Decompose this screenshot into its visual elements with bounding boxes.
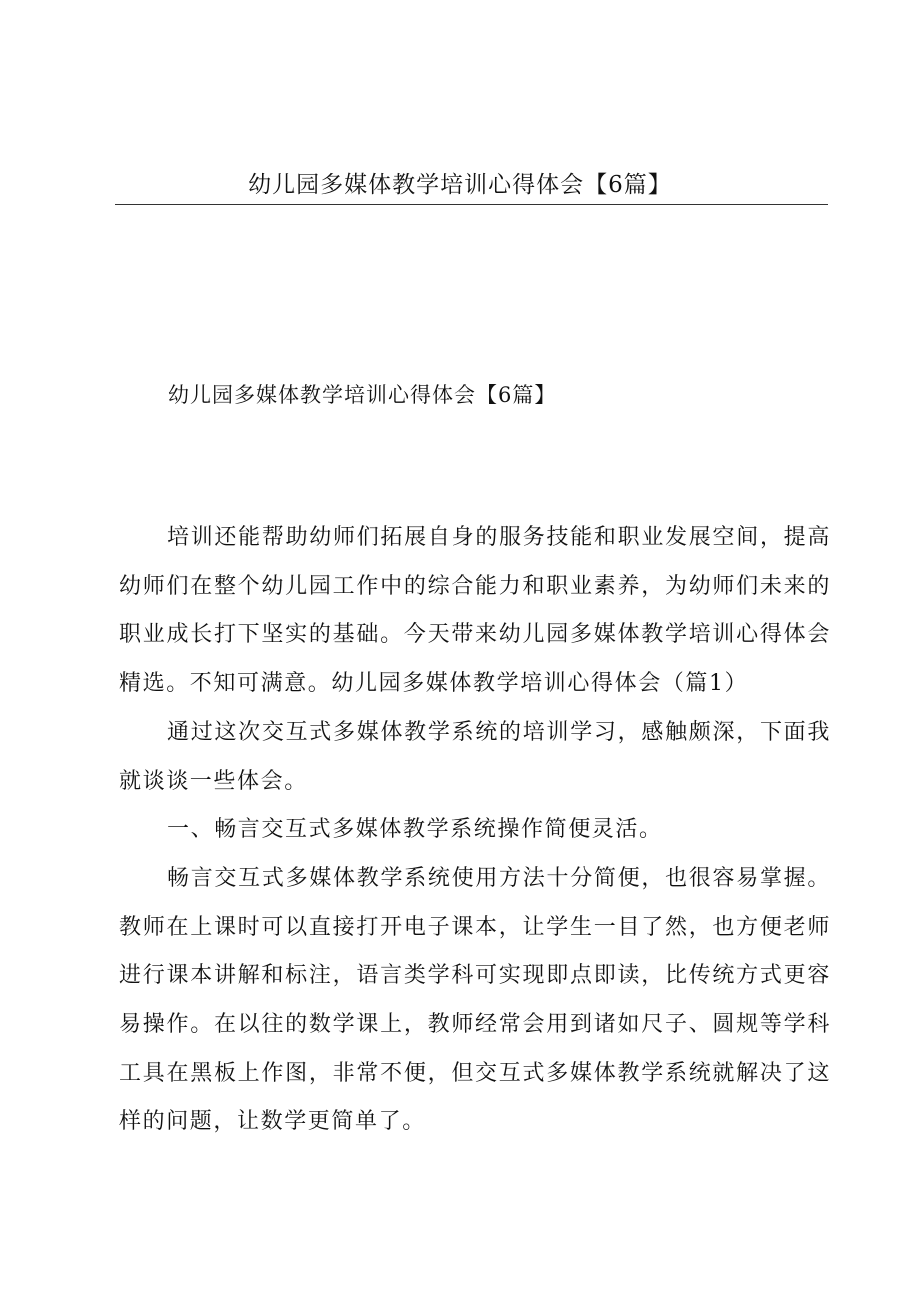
paragraph-intro: 培训还能帮助幼师们拓展自身的服务技能和职业发展空间，提高幼师们在整个幼儿园工作中的综合能力和职业素养，为幼师们未来的职业成长打下坚实的基础。今天带来幼儿园多媒体教学培训心得体会精选。不知可满意。幼儿园多媒体教学培训心得体会（篇1） (119, 525, 831, 697)
document-body (119, 514, 831, 1147)
header-divider (115, 204, 828, 205)
header-title: 幼儿园多媒体教学培训心得体会【6篇】 (248, 172, 672, 198)
paragraph-heading-one: 一、畅言交互式多媒体教学系统操作简便灵活。 (167, 817, 663, 843)
document-title: 幼儿园多媒体教学培训心得体会【6篇】 (168, 383, 557, 407)
page-header (0, 168, 920, 202)
paragraph-feeling: 通过这次交互式多媒体教学系统的培训学习，感触颇深，下面我就谈谈一些体会。 (119, 719, 831, 794)
paragraph-detail: 畅言交互式多媒体教学系统使用方法十分简便，也很容易掌握。教师在上课时可以直接打开电子课本，让学生一目了然，也方便老师进行课本讲解和标注，语言类学科可实现即点即读，比传统方式更容易操作。在以往的数学课上，教师经常会用到诸如尺子、圆规等学科工具在黑板上作图，非常不便，但交互式多媒体教学系统就解决了这样的问题，让数学更简单了。 (119, 865, 831, 1135)
